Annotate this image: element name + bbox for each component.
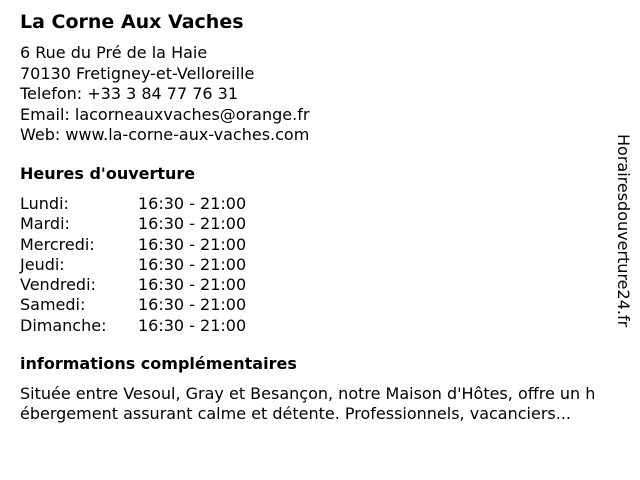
hours-row (20, 255, 280, 275)
day-label: Lundi: (20, 194, 69, 213)
hours-row (20, 214, 280, 234)
day-label: Dimanche: (20, 315, 107, 335)
time-range: 16:30 - 21:00 (138, 214, 247, 234)
time-range: 16:30 - 21:00 (138, 275, 247, 295)
city-address: 70130 Fretigney-et-Velloreille (20, 63, 255, 83)
street-address: 6 Rue du Pré de la Haie (20, 43, 208, 62)
additional-info-text: Située entre Vesoul, Gray et Besançon, notre Maison d'Hôtes, offre un hébergement assurant calme et détente. Professionnels, vacanciers... (20, 384, 596, 423)
day-label: Samedi: (20, 295, 86, 315)
time-range: 16:30 - 21:00 (138, 315, 247, 335)
business-name: La Corne Aux Vaches (20, 11, 244, 33)
day-label: Mercredi: (20, 234, 95, 254)
website-link[interactable]: Web: www.la-corne-aux-vaches.com (20, 125, 310, 144)
opening-hours-heading: Heures d'ouverture (20, 164, 196, 183)
hours-row (20, 295, 280, 315)
day-label: Mardi: (20, 214, 70, 234)
day-label: Jeudi: (20, 254, 65, 274)
contact-block (20, 43, 309, 146)
email-address[interactable]: Email: lacorneauxvaches@orange.fr (20, 104, 310, 124)
additional-info-heading: informations complémentaires (20, 354, 297, 373)
time-range: 16:30 - 21:00 (138, 234, 247, 254)
site-watermark: Horairesdouverture24.fr (614, 134, 633, 328)
hours-row (20, 235, 280, 255)
hours-row (20, 316, 280, 336)
phone-number[interactable]: Telefon: +33 3 84 77 76 31 (20, 84, 239, 103)
time-range: 16:30 - 21:00 (138, 194, 247, 213)
time-range: 16:30 - 21:00 (138, 295, 247, 315)
time-range: 16:30 - 21:00 (138, 254, 247, 274)
hours-row (20, 194, 280, 214)
hours-row (20, 275, 280, 295)
day-label: Vendredi: (20, 275, 96, 295)
opening-hours-table (20, 194, 280, 336)
